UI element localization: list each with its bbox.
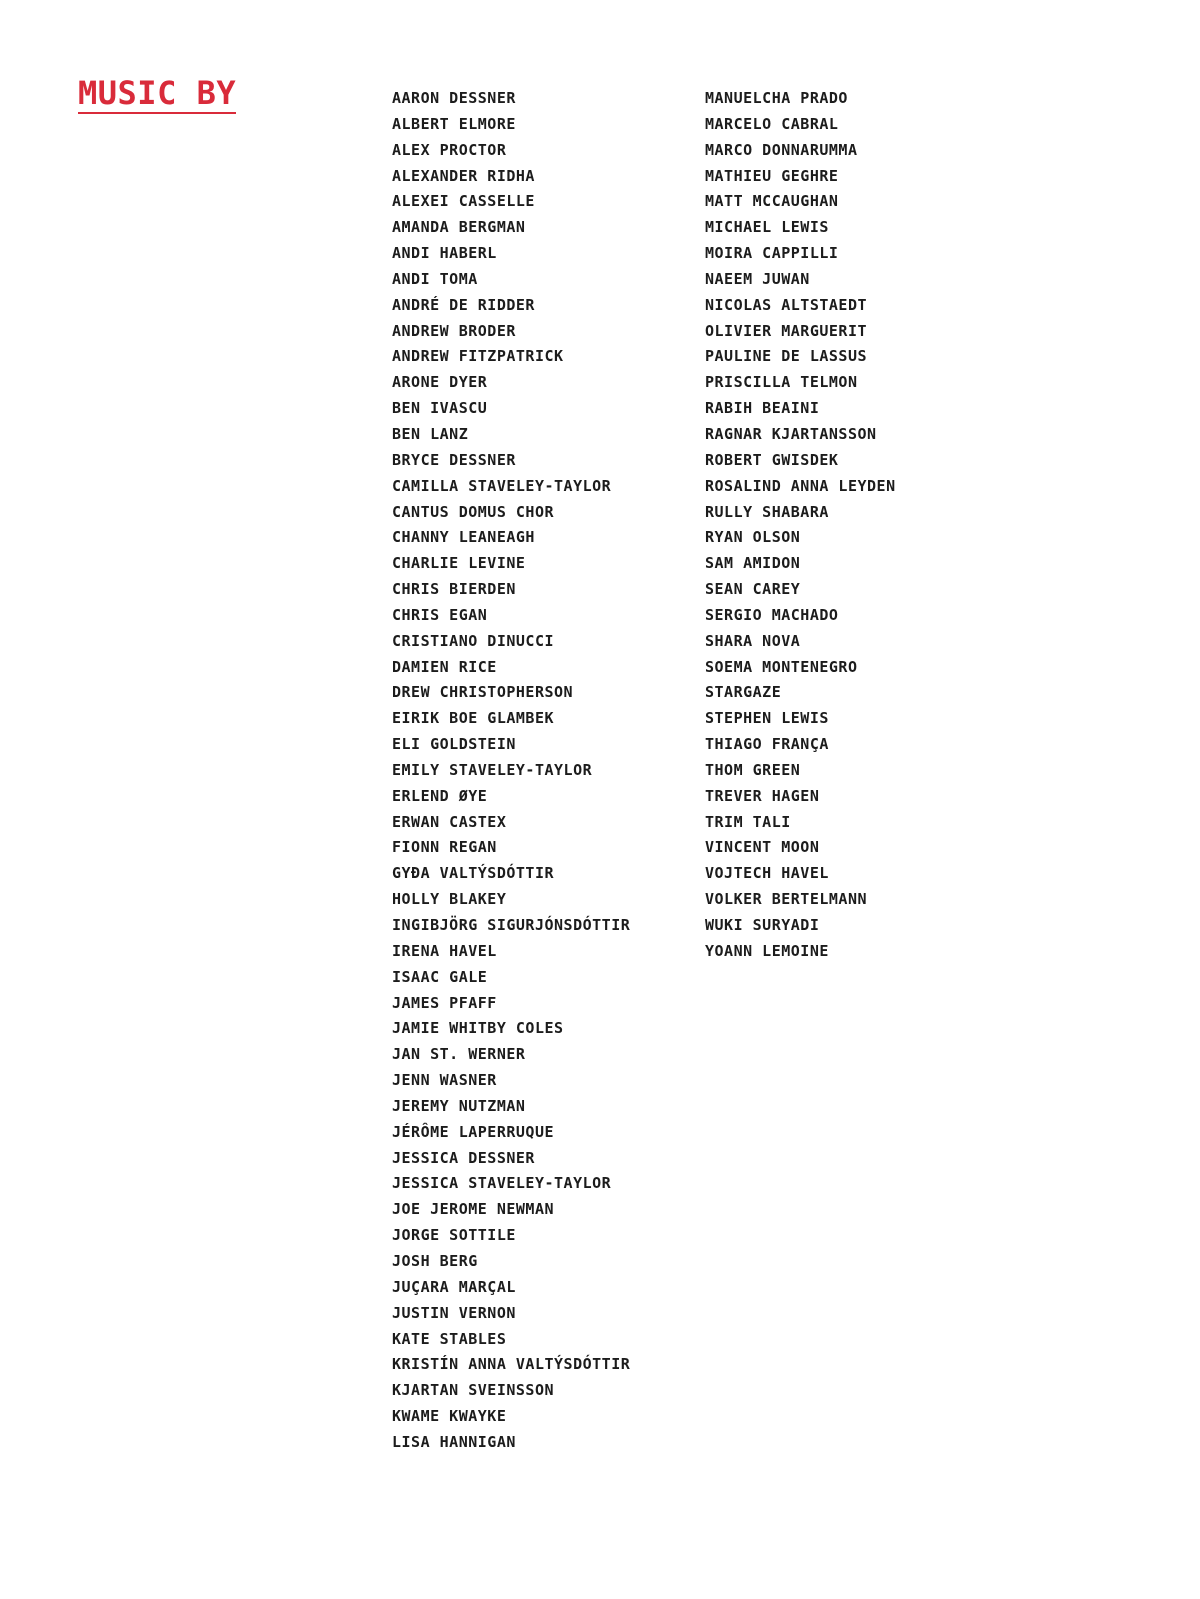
credit-name: JÉRÔME LAPERRUQUE (392, 1122, 555, 1141)
credit-name: ELI GOLDSTEIN (392, 735, 516, 754)
credit-name: SHARA NOVA (705, 631, 801, 650)
credit-name: ALEX PROCTOR (392, 140, 507, 159)
credit-name: JUSTIN VERNON (392, 1303, 516, 1322)
credit-name: JEREMY NUTZMAN (392, 1096, 526, 1115)
credit-name: KWAME KWAYKE (392, 1407, 507, 1426)
credit-name: MATT MCCAUGHAN (705, 192, 839, 211)
credit-name: CHANNY LEANEAGH (392, 528, 535, 547)
credit-name: MICHAEL LEWIS (705, 218, 829, 237)
credit-name: ANDI TOMA (392, 269, 478, 288)
credit-name: JESSICA STAVELEY-TAYLOR (392, 1174, 612, 1193)
credit-name: YOANN LEMOINE (705, 941, 829, 960)
credit-name: ALBERT ELMORE (392, 114, 516, 133)
credit-name: KRISTÍN ANNA VALTÝSDÓTTIR (392, 1355, 631, 1374)
credit-name: MOIRA CAPPILLI (705, 244, 839, 263)
section-title: MUSIC BY (78, 74, 237, 112)
credit-name: JAMES PFAFF (392, 993, 497, 1012)
name-column-left (392, 86, 630, 1456)
credit-name: CHRIS BIERDEN (392, 580, 516, 599)
credit-name: JOSH BERG (392, 1251, 478, 1270)
credit-name: FIONN REGAN (392, 838, 497, 857)
credit-name: MARCO DONNARUMMA (705, 140, 858, 159)
credit-name: SAM AMIDON (705, 554, 801, 573)
credit-name: ANDREW BRODER (392, 321, 516, 340)
credit-name: RABIH BEAINI (705, 399, 820, 418)
credit-name: VOJTECH HAVEL (705, 864, 829, 883)
credit-name: JUÇARA MARÇAL (392, 1277, 516, 1296)
credit-name: ROSALIND ANNA LEYDEN (705, 476, 896, 495)
credit-name: PRISCILLA TELMON (705, 373, 858, 392)
credit-name: ANDRÉ DE RIDDER (392, 295, 535, 314)
credit-name: CRISTIANO DINUCCI (392, 631, 555, 650)
credit-name: INGIBJÖRG SIGURJÓNSDÓTTIR (392, 916, 631, 934)
credit-name: CHRIS EGAN (392, 605, 488, 624)
credit-name: SERGIO MACHADO (705, 605, 839, 624)
credit-name: ALEXEI CASSELLE (392, 192, 535, 211)
credit-name: NICOLAS ALTSTAEDT (705, 295, 868, 314)
credit-name: ROBERT GWISDEK (705, 450, 839, 469)
credit-name: TREVER HAGEN (705, 786, 820, 805)
credit-name: AARON DESSNER (392, 89, 516, 107)
credit-name: VINCENT MOON (705, 838, 820, 857)
credit-name: RULLY SHABARA (705, 502, 829, 521)
credit-name: PAULINE DE LASSUS (705, 347, 868, 366)
credit-name: CHARLIE LEVINE (392, 554, 526, 573)
credit-name: STARGAZE (705, 683, 782, 702)
credit-name: THOM GREEN (705, 760, 801, 779)
credit-name: RAGNAR KJARTANSSON (705, 424, 877, 443)
credit-name: MARCELO CABRAL (705, 114, 839, 133)
credit-name: CAMILLA STAVELEY-TAYLOR (392, 476, 612, 495)
credit-name: SEAN CAREY (705, 580, 801, 599)
credit-name: CANTUS DOMUS CHOR (392, 502, 555, 521)
credit-name: JOE JEROME NEWMAN (392, 1200, 555, 1219)
credit-name: JENN WASNER (392, 1071, 497, 1090)
credit-name: DREW CHRISTOPHERSON (392, 683, 574, 702)
credit-name: IRENA HAVEL (392, 941, 497, 960)
credit-name: GYÐA VALTÝSDÓTTIR (392, 864, 555, 883)
credit-name: DAMIEN RICE (392, 657, 497, 676)
credit-name: WUKI SURYADI (705, 916, 820, 934)
credit-name: ANDREW FITZPATRICK (392, 347, 564, 366)
credit-name: JESSICA DESSNER (392, 1148, 535, 1167)
credit-name: STEPHEN LEWIS (705, 709, 829, 728)
credit-name: MATHIEU GEGHRE (705, 166, 839, 185)
credit-name: OLIVIER MARGUERIT (705, 321, 868, 340)
name-column-right (705, 86, 896, 965)
credit-name: AMANDA BERGMAN (392, 218, 526, 237)
credit-name: RYAN OLSON (705, 528, 801, 547)
credit-name: ISAAC GALE (392, 967, 488, 986)
credit-name: SOEMA MONTENEGRO (705, 657, 858, 676)
credit-name: BEN IVASCU (392, 399, 488, 418)
credit-name: JAN ST. WERNER (392, 1045, 526, 1064)
credit-name: KATE STABLES (392, 1329, 507, 1348)
credit-name: ERLEND ØYE (392, 786, 488, 805)
credit-name: ERWAN CASTEX (392, 812, 507, 831)
credit-name: HOLLY BLAKEY (392, 890, 507, 909)
credit-name: VOLKER BERTELMANN (705, 890, 868, 909)
credit-name: MANUELCHA PRADO (705, 89, 848, 107)
credit-name: LISA HANNIGAN (392, 1432, 516, 1451)
credit-name: EIRIK BOE GLAMBEK (392, 709, 555, 728)
credit-name: ARONE DYER (392, 373, 488, 392)
credit-name: TRIM TALI (705, 812, 791, 831)
credit-name: THIAGO FRANÇA (705, 735, 829, 754)
credit-name: KJARTAN SVEINSSON (392, 1381, 555, 1400)
credit-name: BRYCE DESSNER (392, 450, 516, 469)
credit-name: JAMIE WHITBY COLES (392, 1019, 564, 1038)
credit-name: EMILY STAVELEY-TAYLOR (392, 760, 593, 779)
credit-name: ALEXANDER RIDHA (392, 166, 535, 185)
credit-name: JORGE SOTTILE (392, 1226, 516, 1245)
credit-name: BEN LANZ (392, 424, 469, 443)
credit-name: ANDI HABERL (392, 244, 497, 263)
credit-name: NAEEM JUWAN (705, 269, 810, 288)
